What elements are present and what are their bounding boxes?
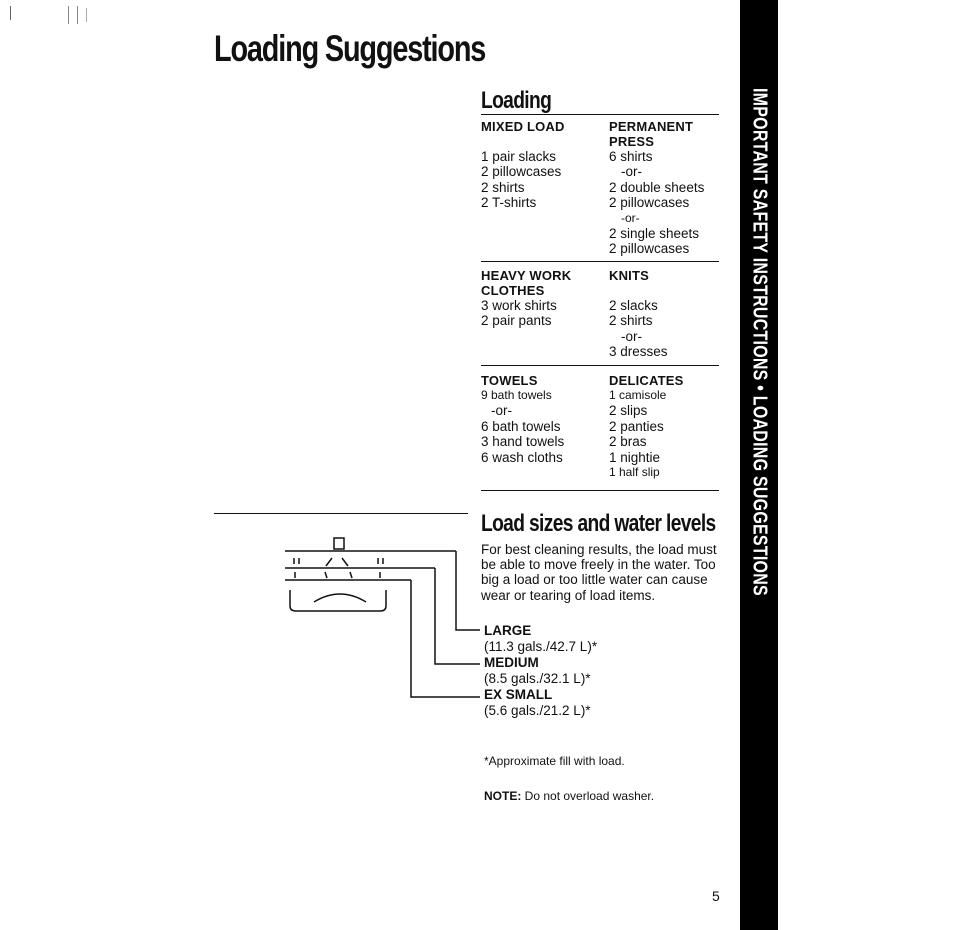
list-item: -or- xyxy=(621,328,642,344)
list-item: -or- xyxy=(621,210,640,225)
list-item: -or- xyxy=(621,164,642,180)
list-item: 1 half slip xyxy=(609,465,660,480)
tub-inner-marks xyxy=(295,572,380,578)
leader-ex-small xyxy=(411,580,480,697)
level-label-medium: MEDIUM xyxy=(484,655,539,670)
category-heading: TOWELS xyxy=(481,373,538,388)
leader-large xyxy=(456,551,480,630)
list-item: 3 hand towels xyxy=(481,434,565,450)
category-heading: PERMANENT xyxy=(609,119,694,134)
loading-title: Loading xyxy=(481,87,552,114)
leader-medium xyxy=(435,568,480,664)
tub-wall-marks xyxy=(294,558,383,564)
category-heading: DELICATES xyxy=(609,373,684,388)
water-levels-list xyxy=(484,623,597,719)
loading-rule xyxy=(481,114,719,115)
towels-column xyxy=(481,373,564,465)
knits-column xyxy=(609,268,668,360)
category-heading: KNITS xyxy=(609,268,649,283)
side-tab-label: IMPORTANT SAFETY INSTRUCTIONS • LOADING SUGGESTIONS xyxy=(748,88,771,596)
agitator-vanes xyxy=(326,558,348,566)
level-value-medium: (8.5 gals./32.1 L)* xyxy=(484,671,591,686)
delicates-column xyxy=(609,373,684,480)
group-rule xyxy=(481,365,719,366)
list-item: 1 camisole xyxy=(609,388,667,402)
list-item: 2 slacks xyxy=(609,298,658,313)
list-item: 2 double sheets xyxy=(609,179,705,195)
group-rule xyxy=(481,261,719,262)
mixed-load-column xyxy=(481,119,565,211)
list-item: 2 panties xyxy=(609,418,664,434)
list-item: 9 bath towels xyxy=(481,388,552,402)
heavy-work-column xyxy=(481,268,571,329)
list-item: 2 T-shirts xyxy=(481,195,537,211)
footnote: *Approximate fill with load. xyxy=(484,754,625,768)
left-section-rule xyxy=(214,513,468,514)
list-item: 1 nightie xyxy=(609,449,661,465)
list-item: 6 wash cloths xyxy=(481,449,563,465)
list-item: 2 shirts xyxy=(609,313,653,329)
agitator-cap-shape xyxy=(334,538,344,549)
list-item: 6 bath towels xyxy=(481,418,561,434)
list-item: 1 pair slacks xyxy=(481,149,557,164)
category-heading: MIXED LOAD xyxy=(481,119,565,134)
list-item: 6 shirts xyxy=(609,149,653,164)
level-label-large: LARGE xyxy=(484,623,532,638)
level-value-large: (11.3 gals./42.7 L)* xyxy=(484,639,598,654)
note-label: NOTE: xyxy=(484,789,522,803)
level-value-ex-small: (5.6 gals./21.2 L)* xyxy=(484,703,591,718)
list-item: 2 pair pants xyxy=(481,313,552,329)
page-title: Loading Suggestions xyxy=(214,28,486,69)
list-item: 2 bras xyxy=(609,434,647,450)
list-item: 3 dresses xyxy=(609,344,668,360)
water-level-diagram xyxy=(270,530,490,705)
page-number: 5 xyxy=(712,888,720,904)
note xyxy=(484,789,654,803)
side-tab xyxy=(740,0,778,930)
tub-bottom-shape xyxy=(290,590,386,611)
category-heading: CLOTHES xyxy=(481,283,545,298)
list-item: -or- xyxy=(491,403,512,419)
group-rule xyxy=(481,490,719,491)
list-item: 3 work shirts xyxy=(481,298,557,313)
list-item: 2 slips xyxy=(609,403,648,419)
load-sizes-title: Load sizes and water levels xyxy=(481,510,716,537)
list-item: 2 shirts xyxy=(481,179,525,195)
load-sizes-paragraph: For best cleaning results, the load must be able to move freely in the water. Too big a load or too little water can cause wear or tearing of load items. xyxy=(481,542,717,603)
permanent-press-column xyxy=(609,119,704,257)
agitator-shape xyxy=(314,594,366,602)
category-heading: PRESS xyxy=(609,134,655,149)
list-item: 2 pillowcases xyxy=(609,241,690,257)
list-item: 2 pillowcases xyxy=(609,195,690,211)
list-item: 2 pillowcases xyxy=(481,164,562,180)
note-text: Do not overload washer. xyxy=(521,789,655,803)
level-label-ex-small: EX SMALL xyxy=(484,687,553,702)
list-item: 2 single sheets xyxy=(609,226,700,242)
category-heading: HEAVY WORK xyxy=(481,268,572,283)
